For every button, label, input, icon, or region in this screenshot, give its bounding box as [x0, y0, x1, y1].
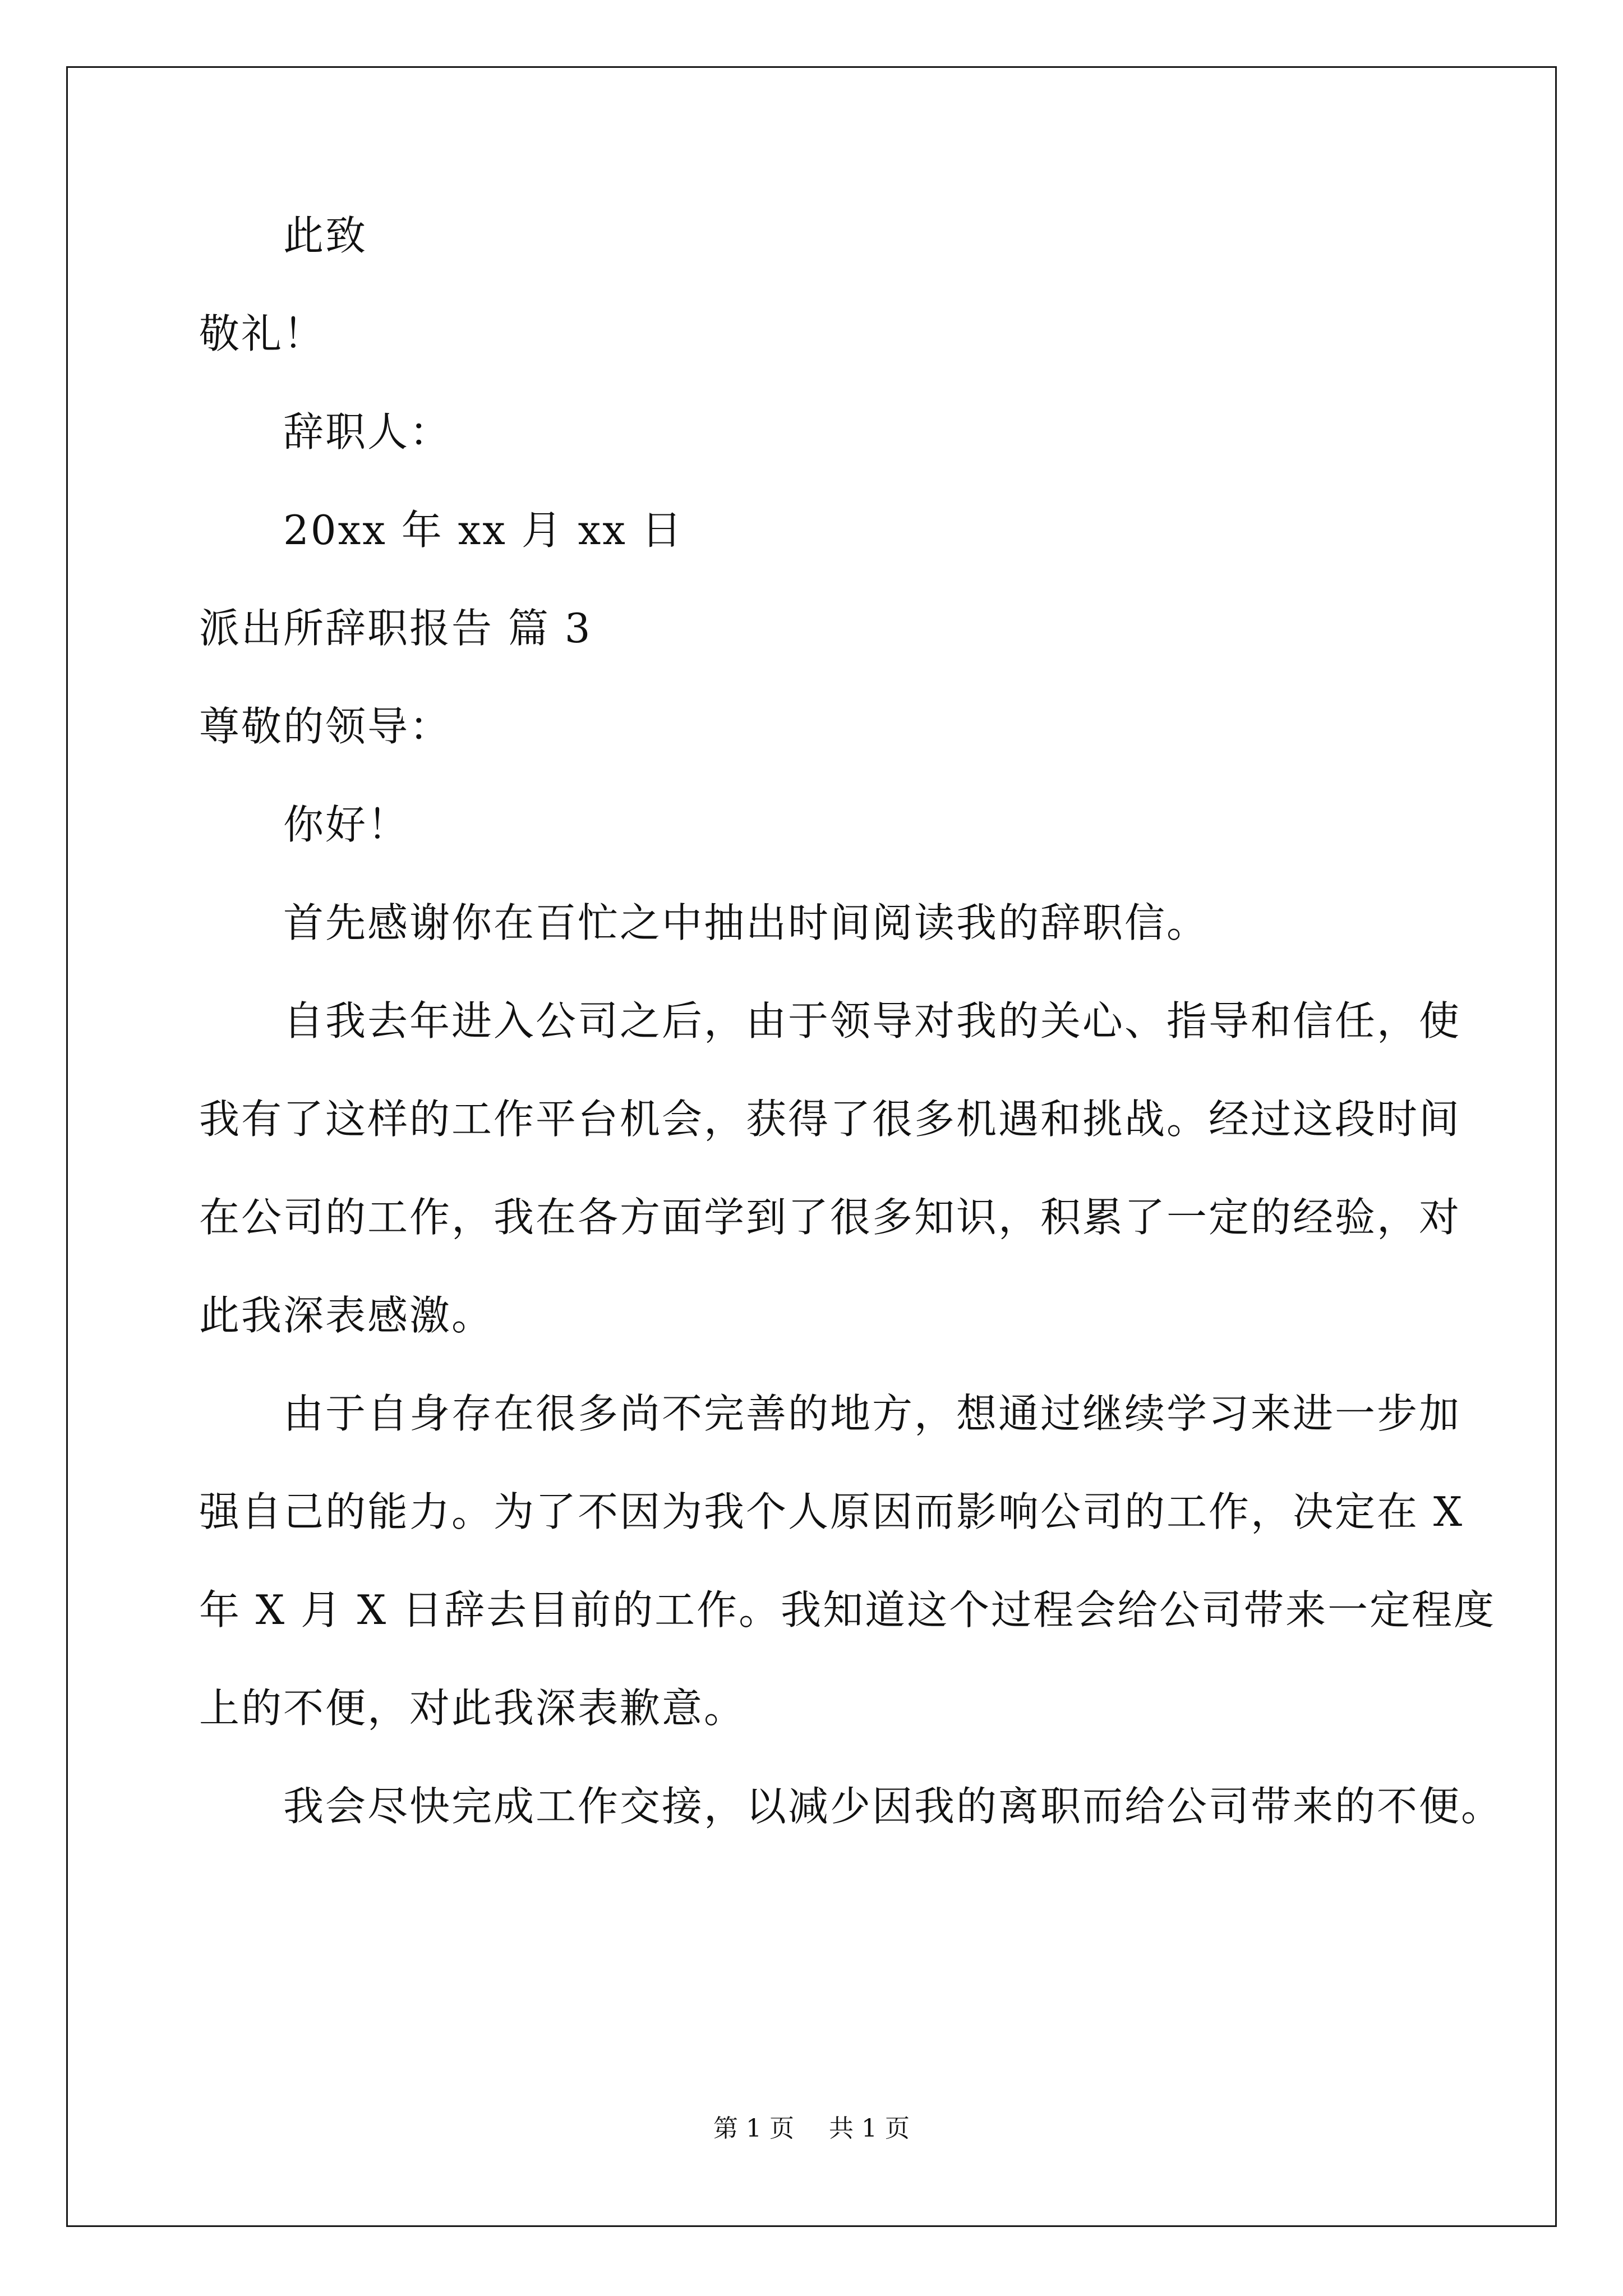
greeting-line: 你好！	[283, 801, 410, 848]
paragraph-line: 年 X 月 X 日辞去目前的工作。我知道这个过程会给公司带来一定程度	[199, 1586, 1496, 1634]
paragraph-line: 在公司的工作，我在各方面学到了很多知识，积累了一定的经验，对	[199, 1194, 1461, 1241]
page-total: 共 1 页	[829, 2114, 910, 2143]
paragraph-line: 上的不便，对此我深表歉意。	[199, 1685, 746, 1732]
greeting-recipient: 尊敬的领导：	[199, 703, 452, 750]
paragraph-line: 自我去年进入公司之后，由于领导对我的关心、指导和信任，使	[283, 997, 1461, 1045]
document-body	[199, 208, 1504, 2076]
page-footer	[0, 2112, 1623, 2146]
paragraph-line: 强自己的能力。为了不因为我个人原因而影响公司的工作，决定在 X	[199, 1488, 1464, 1535]
salutation-line: 敬礼！	[199, 310, 326, 357]
page-number: 第 1 页	[713, 2114, 794, 2143]
signature-label: 辞职人：	[283, 408, 452, 455]
date-line: 20xx 年 xx 月 xx 日	[283, 507, 684, 554]
paragraph-line: 我会尽快完成工作交接，以减少因我的离职而给公司带来的不便。	[283, 1783, 1504, 1830]
closing-line: 此致	[283, 212, 368, 259]
paragraph-line: 首先感谢你在百忙之中抽出时间阅读我的辞职信。	[283, 899, 1209, 946]
paragraph-line: 此我深表感激。	[199, 1292, 494, 1339]
paragraph-line: 我有了这样的工作平台机会，获得了很多机遇和挑战。经过这段时间	[199, 1096, 1461, 1143]
section-title: 派出所辞职报告 篇 3	[199, 605, 592, 652]
paragraph-line: 由于自身存在很多尚不完善的地方，想通过继续学习来进一步加	[283, 1390, 1461, 1437]
